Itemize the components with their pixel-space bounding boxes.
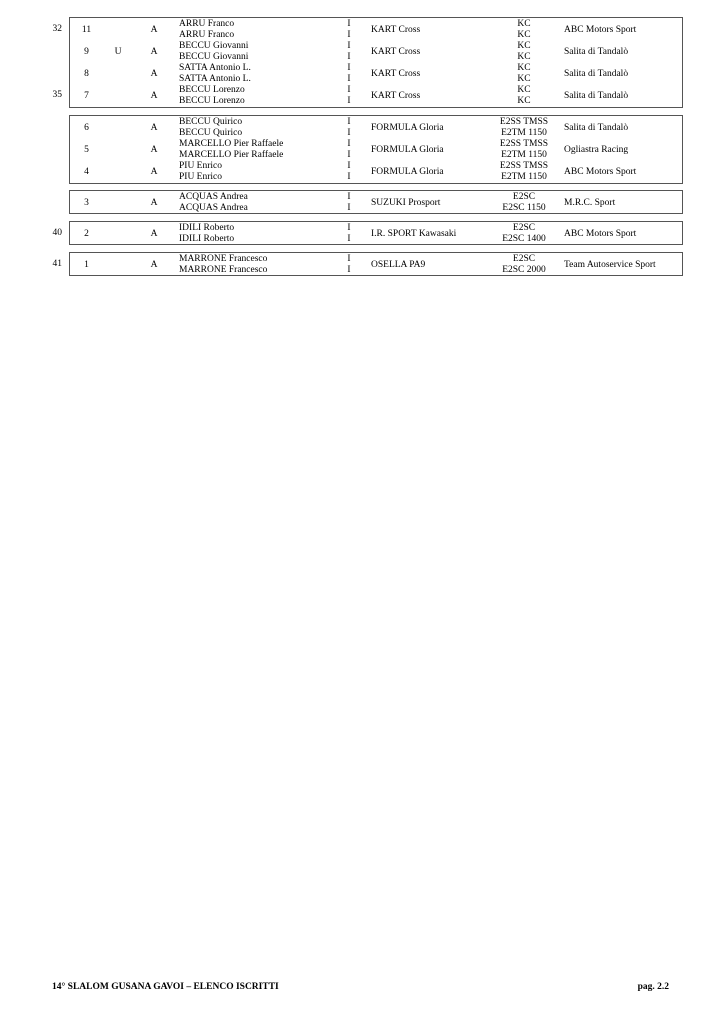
- codriver-name: ARRU Franco: [179, 30, 235, 40]
- driver-nationality: I: [347, 41, 351, 51]
- row-line-number: 32: [52, 24, 62, 34]
- row-line-number: 41: [52, 259, 62, 269]
- team-name: Ogliastra Racing: [564, 144, 629, 155]
- team-name: Salita di Tandalò: [564, 90, 629, 101]
- entry-number: 2: [84, 228, 89, 239]
- entry-row: [70, 41, 682, 63]
- category-secondary: KC: [517, 96, 531, 106]
- entry-row: [70, 161, 682, 183]
- team-name: M.R.C. Sport: [564, 197, 616, 208]
- category-primary: KC: [517, 19, 531, 29]
- entry-group: A: [150, 259, 158, 270]
- codriver-nationality: I: [347, 203, 351, 213]
- driver-name: MARRONE Francesco: [179, 254, 268, 264]
- driver-nationality: I: [347, 254, 351, 264]
- car-model: SUZUKI Prosport: [371, 197, 441, 208]
- entry-row: [70, 254, 682, 276]
- entry-row: [70, 85, 682, 107]
- car-model: KART Cross: [371, 24, 421, 35]
- car-model: FORMULA Gloria: [371, 122, 444, 133]
- category-secondary: E2TM 1150: [501, 150, 547, 160]
- entry-number: 9: [84, 46, 89, 57]
- codriver-nationality: I: [347, 96, 351, 106]
- driver-nationality: I: [347, 117, 351, 127]
- entry-group: A: [150, 166, 158, 177]
- footer-page-number: pag. 2.2: [637, 982, 669, 992]
- entry-number: 1: [84, 259, 89, 270]
- codriver-nationality: I: [347, 265, 351, 275]
- team-name: Salita di Tandalò: [564, 46, 629, 57]
- car-model: I.R. SPORT Kawasaki: [371, 228, 457, 239]
- driver-nationality: I: [347, 19, 351, 29]
- category-secondary: E2SC 1150: [502, 203, 546, 213]
- category-primary: E2SS TMSS: [499, 161, 549, 171]
- team-name: ABC Motors Sport: [564, 24, 637, 35]
- category-primary: E2SS TMSS: [499, 117, 549, 127]
- entry-row: [70, 19, 682, 41]
- row-line-number: 40: [52, 228, 62, 238]
- entry-number: 5: [84, 144, 89, 155]
- entry-group-kawasaki: [69, 221, 683, 245]
- entry-number: 11: [81, 24, 92, 35]
- driver-name: ACQUAS Andrea: [179, 192, 248, 202]
- category-primary: KC: [517, 85, 531, 95]
- codriver-name: ACQUAS Andrea: [179, 203, 248, 213]
- entry-number: 4: [84, 166, 89, 177]
- category-secondary: KC: [517, 74, 531, 84]
- entry-group: A: [150, 197, 158, 208]
- entry-number: 6: [84, 122, 89, 133]
- codriver-name: BECCU Lorenzo: [179, 96, 245, 106]
- codriver-nationality: I: [347, 74, 351, 84]
- car-model: FORMULA Gloria: [371, 166, 444, 177]
- entry-group: A: [150, 144, 158, 155]
- driver-name: BECCU Quirico: [179, 117, 243, 127]
- row-line-number: 35: [52, 90, 62, 100]
- entry-group-kart: [69, 17, 683, 108]
- team-name: ABC Motors Sport: [564, 228, 637, 239]
- category-primary: KC: [517, 63, 531, 73]
- entry-row: [70, 63, 682, 85]
- entry-row: [70, 139, 682, 161]
- codriver-name: BECCU Giovanni: [179, 52, 249, 62]
- category-secondary: E2SC 1400: [502, 234, 546, 244]
- entry-class: U: [114, 46, 122, 57]
- driver-name: IDILI Roberto: [179, 223, 235, 233]
- team-name: ABC Motors Sport: [564, 166, 637, 177]
- codriver-name: MARCELLO Pier Raffaele: [179, 150, 284, 160]
- car-model: KART Cross: [371, 46, 421, 57]
- driver-nationality: I: [347, 192, 351, 202]
- category-secondary: KC: [517, 30, 531, 40]
- driver-name: SATTA Antonio L.: [179, 63, 251, 73]
- entry-row: [70, 192, 682, 214]
- codriver-name: IDILI Roberto: [179, 234, 235, 244]
- codriver-name: PIU Enrico: [179, 172, 223, 182]
- entry-group: A: [150, 68, 158, 79]
- footer-title: 14° SLALOM GUSANA GAVOI – ELENCO ISCRITTI: [52, 982, 279, 992]
- category-primary: E2SC: [512, 223, 536, 233]
- codriver-nationality: I: [347, 234, 351, 244]
- category-primary: E2SC: [512, 254, 536, 264]
- category-secondary: E2TM 1150: [501, 128, 547, 138]
- codriver-nationality: I: [347, 150, 351, 160]
- team-name: Salita di Tandalò: [564, 68, 629, 79]
- team-name: Salita di Tandalò: [564, 122, 629, 133]
- codriver-name: MARRONE Francesco: [179, 265, 268, 275]
- driver-nationality: I: [347, 85, 351, 95]
- driver-nationality: I: [347, 161, 351, 171]
- category-primary: E2SS TMSS: [499, 139, 549, 149]
- category-secondary: E2SC 2000: [502, 265, 546, 275]
- category-primary: E2SC: [512, 192, 536, 202]
- driver-name: BECCU Lorenzo: [179, 85, 245, 95]
- entry-number: 8: [84, 68, 89, 79]
- codriver-nationality: I: [347, 52, 351, 62]
- entry-group: A: [150, 90, 158, 101]
- entry-number: 3: [84, 197, 89, 208]
- codriver-name: BECCU Quirico: [179, 128, 243, 138]
- entry-row: [70, 117, 682, 139]
- driver-nationality: I: [347, 223, 351, 233]
- driver-nationality: I: [347, 63, 351, 73]
- driver-name: BECCU Giovanni: [179, 41, 249, 51]
- codriver-nationality: I: [347, 128, 351, 138]
- category-secondary: KC: [517, 52, 531, 62]
- entry-group: A: [150, 122, 158, 133]
- codriver-name: SATTA Antonio L.: [179, 74, 251, 84]
- codriver-nationality: I: [347, 30, 351, 40]
- driver-name: PIU Enrico: [179, 161, 223, 171]
- car-model: OSELLA PA9: [371, 259, 426, 270]
- category-secondary: E2TM 1150: [501, 172, 547, 182]
- category-primary: KC: [517, 41, 531, 51]
- car-model: KART Cross: [371, 90, 421, 101]
- entry-row: [70, 223, 682, 245]
- car-model: FORMULA Gloria: [371, 144, 444, 155]
- team-name: Team Autoservice Sport: [564, 259, 656, 270]
- entry-group-formula: [69, 115, 683, 184]
- driver-nationality: I: [347, 139, 351, 149]
- entry-number: 7: [84, 90, 89, 101]
- codriver-nationality: I: [347, 172, 351, 182]
- driver-name: ARRU Franco: [179, 19, 235, 29]
- driver-name: MARCELLO Pier Raffaele: [179, 139, 284, 149]
- entry-group-osella: [69, 252, 683, 276]
- entry-group: A: [150, 24, 158, 35]
- entry-group: A: [150, 228, 158, 239]
- entry-group: A: [150, 46, 158, 57]
- car-model: KART Cross: [371, 68, 421, 79]
- entry-group-suzuki: [69, 190, 683, 214]
